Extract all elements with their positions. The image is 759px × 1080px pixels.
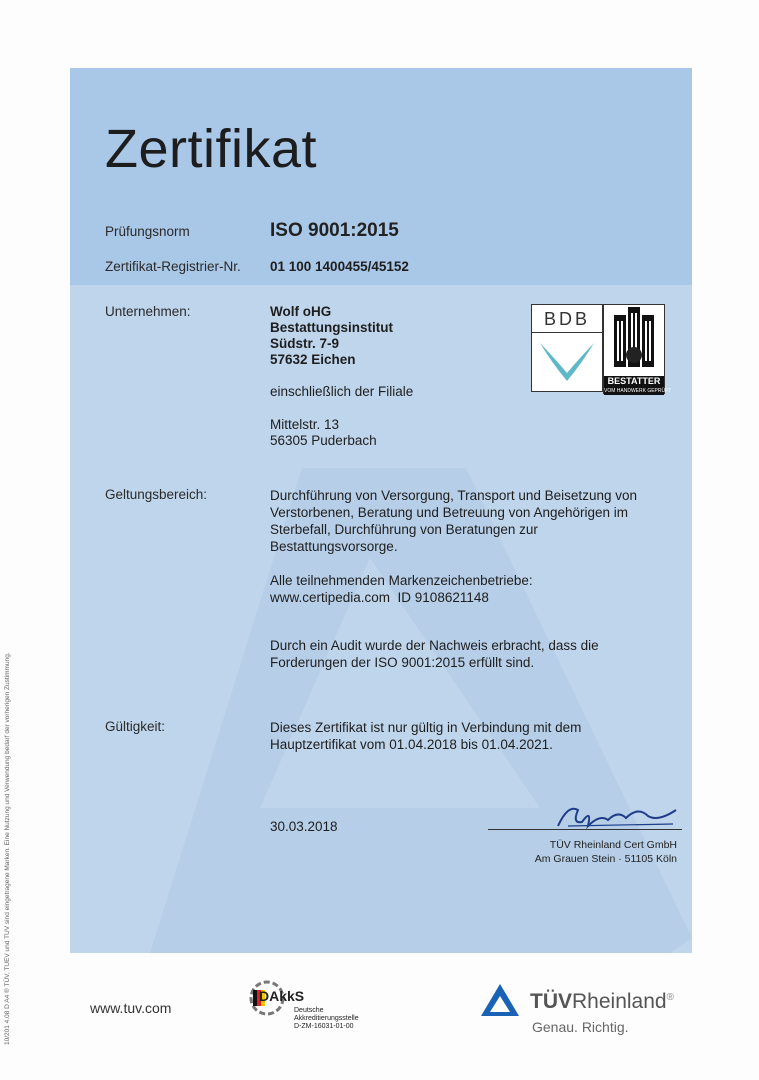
dakks-logo (247, 976, 367, 1036)
bdb-logo (531, 304, 603, 392)
registrier-label: Zertifikat-Registrier-Nr. (105, 259, 241, 274)
dakks-line: Akkreditierungsstelle (294, 1015, 359, 1022)
filiale-note: einschließlich der Filiale (270, 384, 414, 399)
marken-line: Alle teilnehmenden Markenzeichenbetriebe: (270, 573, 533, 588)
company-line: Bestattungsinstitut (270, 320, 393, 335)
tuv-brand-a: TÜV (530, 990, 572, 1013)
bestatter-subline: VOM HANDWERK GEPRÜFT (604, 388, 672, 394)
validity-line: Hauptzertifikat vom 01.04.2018 bis 01.04.2021. (270, 737, 553, 752)
scope-line: Durchführung von Versorgung, Transport und Beisetzung von (270, 488, 637, 503)
bestatter-text: BESTATTER (604, 376, 664, 387)
pruefungsnorm-value: ISO 9001:2015 (270, 220, 399, 241)
bdb-logo-text: BDB (532, 309, 602, 333)
tuv-brand (530, 990, 674, 1014)
issuer-address: Am Grauen Stein · 51105 Köln (534, 853, 677, 865)
audit-line: Forderungen der ISO 9001:2015 erfüllt sind. (270, 655, 535, 670)
tuv-slogan: Genau. Richtig. (532, 1019, 629, 1035)
bestatter-logo (603, 304, 672, 394)
signature-line (488, 829, 682, 830)
dakks-name: DAkkS (259, 988, 305, 1004)
side-legal-text: 10/201 4.08 D A4 ® TÜV, TUEV und TUV sind eingetragene Marken. Eine Nutzung und Verwendung bedarf der vorherigen Zustimmung. (4, 652, 11, 1045)
audit-line: Durch ein Audit wurde der Nachweis erbracht, dass die (270, 638, 599, 653)
signature-icon (548, 796, 688, 836)
dakks-line: Deutsche (294, 1007, 324, 1014)
registrier-value: 01 100 1400455/45152 (270, 259, 409, 274)
unternehmen-label: Unternehmen: (105, 304, 191, 319)
certificate-title: Zertifikat (105, 119, 318, 179)
tuv-reg: ® (666, 992, 674, 1003)
company-line: Südstr. 7-9 (270, 336, 340, 351)
tuv-triangle-icon (479, 982, 521, 1018)
scope-line: Verstorbenen, Beratung und Betreuung von Angehörigen im (270, 505, 629, 520)
pruefungsnorm-label: Prüfungsnorm (105, 224, 190, 239)
certipedia-link[interactable]: www.certipedia.com ID 9108621148 (270, 590, 489, 605)
validity-line: Dieses Zertifikat ist nur gültig in Verbindung mit dem (270, 720, 582, 735)
scope-line: Sterbefall, Durchführung von Beratungen zur (270, 522, 538, 537)
filiale-line: 56305 Puderbach (270, 433, 377, 448)
issue-date: 30.03.2018 (270, 819, 338, 834)
issuer-name: TÜV Rheinland Cert GmbH (549, 839, 677, 851)
cathedral-icon (604, 305, 664, 371)
website-link[interactable]: www.tuv.com (90, 1000, 172, 1016)
filiale-line: Mittelstr. 13 (270, 417, 340, 432)
dakks-line: D-ZM-16031-01-00 (294, 1023, 354, 1030)
geltungsbereich-label: Geltungsbereich: (105, 487, 208, 502)
company-line: 57632 Eichen (270, 352, 356, 367)
scope-line: Bestattungsvorsorge. (270, 539, 398, 554)
company-line: Wolf oHG (270, 304, 332, 319)
bdb-leaf-icon (532, 333, 602, 389)
tuv-brand-b: Rheinland (572, 990, 667, 1013)
gueltigkeit-label: Gültigkeit: (105, 719, 166, 734)
